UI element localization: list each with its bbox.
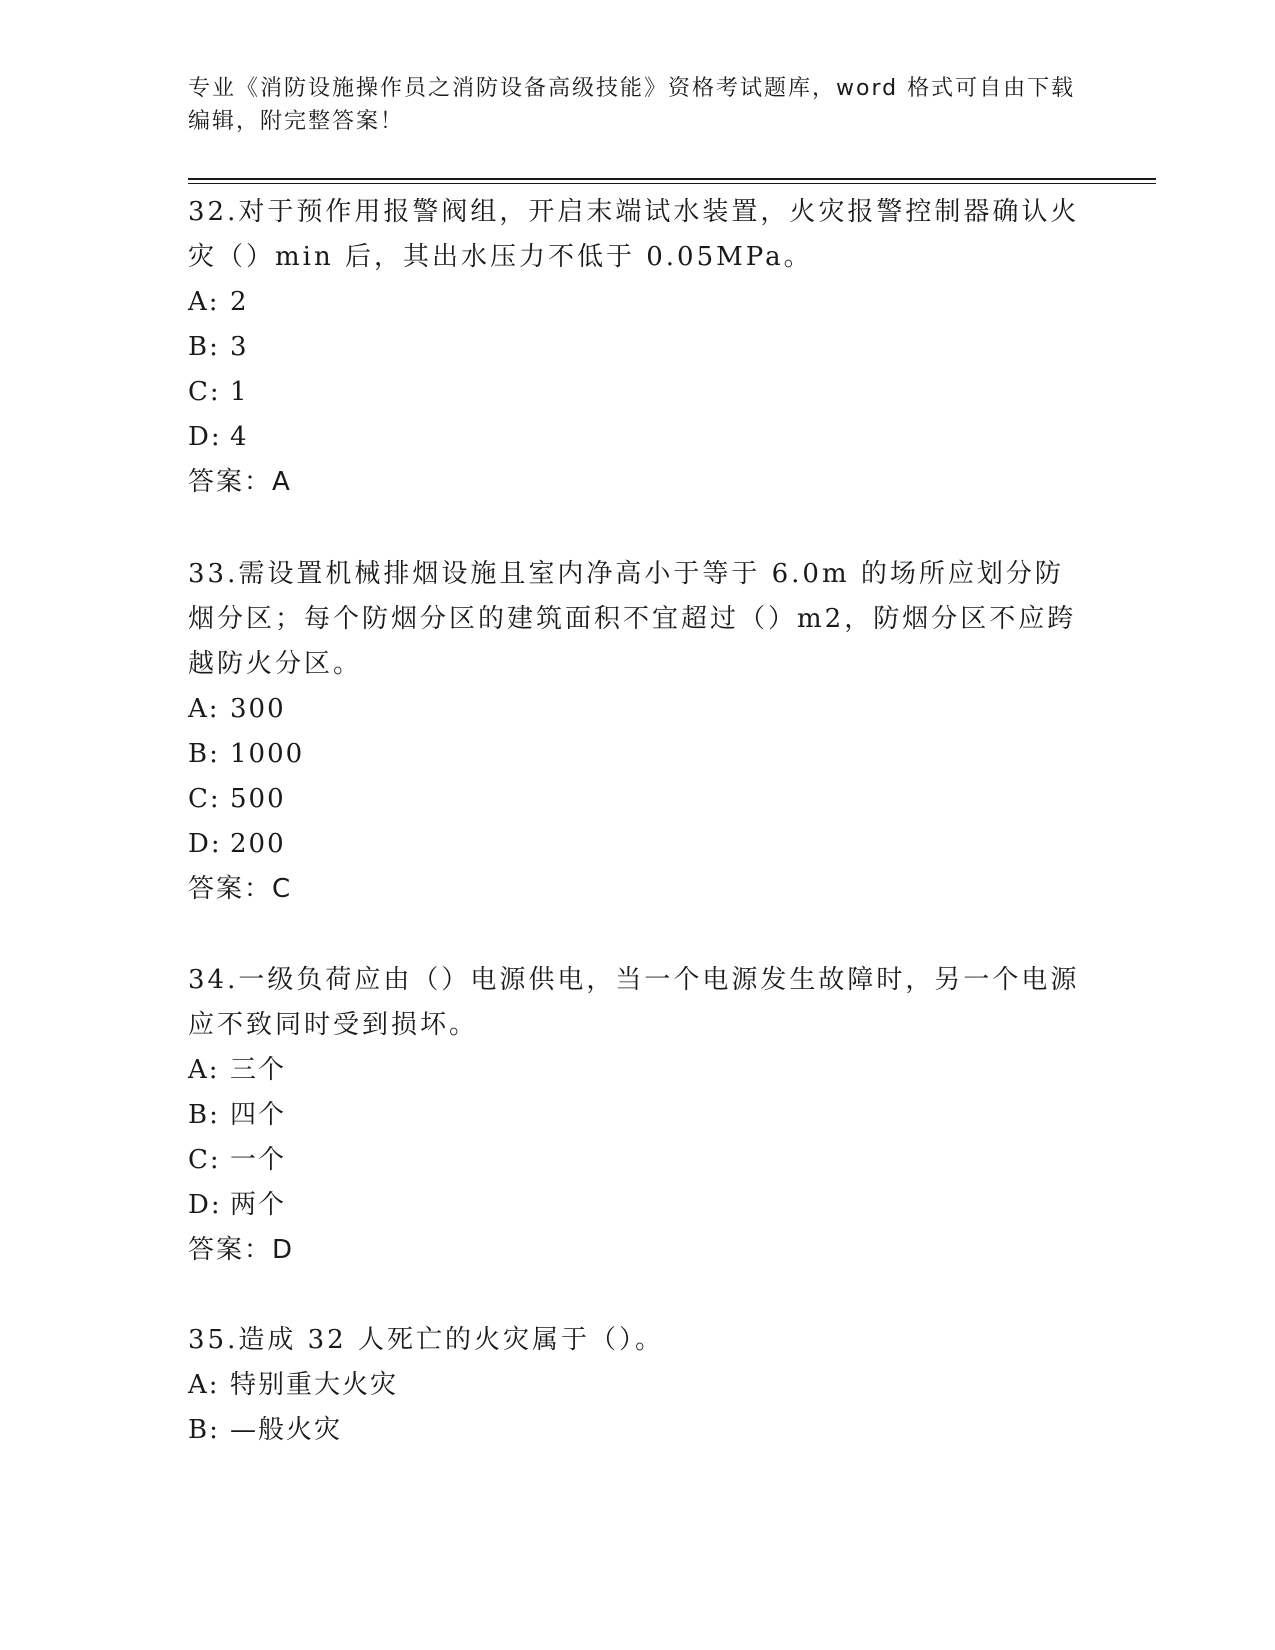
document-header bbox=[188, 72, 1088, 138]
option-c bbox=[188, 777, 1088, 822]
option-key: A: bbox=[188, 287, 220, 317]
option-text: 500 bbox=[230, 784, 286, 814]
option-d bbox=[188, 1183, 1088, 1228]
option-a bbox=[188, 687, 1088, 732]
option-b bbox=[188, 1408, 1088, 1453]
option-text: 三个 bbox=[230, 1055, 287, 1085]
option-text: —般火灾 bbox=[230, 1415, 343, 1445]
option-key: D: bbox=[188, 829, 222, 859]
option-key: C: bbox=[188, 784, 221, 814]
option-text: 1000 bbox=[230, 739, 305, 769]
option-c bbox=[188, 1138, 1088, 1183]
option-c bbox=[188, 370, 1088, 415]
question-32 bbox=[188, 190, 1088, 505]
header-text: 专业《消防设施操作员之消防设备高级技能》资格考试题库，word 格式可自由下载编辑，附完整答案！ bbox=[188, 76, 1076, 134]
option-key: C: bbox=[188, 377, 221, 407]
question-34 bbox=[188, 958, 1088, 1273]
question-stem: 34.一级负荷应由（）电源供电，当一个电源发生故障时，另一个电源应不致同时受到损坏。 bbox=[188, 965, 1080, 1040]
option-key: D: bbox=[188, 1190, 222, 1220]
question-stem: 33.需设置机械排烟设施且室内净高小于等于 6.0m 的场所应划分防烟分区；每个防烟分区的建筑面积不宜超过（）m2，防烟分区不应跨越防火分区。 bbox=[188, 559, 1077, 679]
option-a bbox=[188, 280, 1088, 325]
option-a bbox=[188, 1363, 1088, 1408]
option-text: 3 bbox=[230, 332, 249, 362]
option-b bbox=[188, 325, 1088, 370]
option-text: 两个 bbox=[230, 1190, 287, 1220]
option-text: 四个 bbox=[230, 1100, 287, 1130]
option-key: A: bbox=[188, 1055, 220, 1085]
option-key: D: bbox=[188, 422, 222, 452]
question-35 bbox=[188, 1318, 1088, 1453]
answer-line: 答案：A bbox=[188, 467, 292, 497]
option-key: A: bbox=[188, 694, 220, 724]
option-text: 300 bbox=[230, 694, 286, 724]
option-text: 1 bbox=[230, 377, 249, 407]
header-divider-thick bbox=[188, 178, 1156, 180]
option-d bbox=[188, 415, 1088, 460]
option-key: B: bbox=[188, 1415, 220, 1445]
option-d bbox=[188, 822, 1088, 867]
question-stem: 35.造成 32 人死亡的火灾属于（）。 bbox=[188, 1325, 664, 1355]
answer-line: 答案：C bbox=[188, 874, 293, 904]
option-key: A: bbox=[188, 1370, 220, 1400]
question-stem: 32.对于预作用报警阀组，开启末端试水装置，火灾报警控制器确认火灾（）min 后，其出水压力不低于 0.05MPa。 bbox=[188, 197, 1080, 272]
option-key: C: bbox=[188, 1145, 221, 1175]
header-divider-thin bbox=[188, 183, 1156, 184]
option-text: 200 bbox=[230, 829, 286, 859]
option-b bbox=[188, 1093, 1088, 1138]
option-key: B: bbox=[188, 739, 220, 769]
option-text: 一个 bbox=[230, 1145, 287, 1175]
answer-line: 答案：D bbox=[188, 1235, 295, 1265]
option-key: B: bbox=[188, 1100, 220, 1130]
option-a bbox=[188, 1048, 1088, 1093]
option-text: 4 bbox=[230, 422, 249, 452]
option-b bbox=[188, 732, 1088, 777]
option-text: 特别重大火灾 bbox=[230, 1370, 399, 1400]
option-text: 2 bbox=[230, 287, 249, 317]
option-key: B: bbox=[188, 332, 220, 362]
question-33 bbox=[188, 552, 1088, 912]
